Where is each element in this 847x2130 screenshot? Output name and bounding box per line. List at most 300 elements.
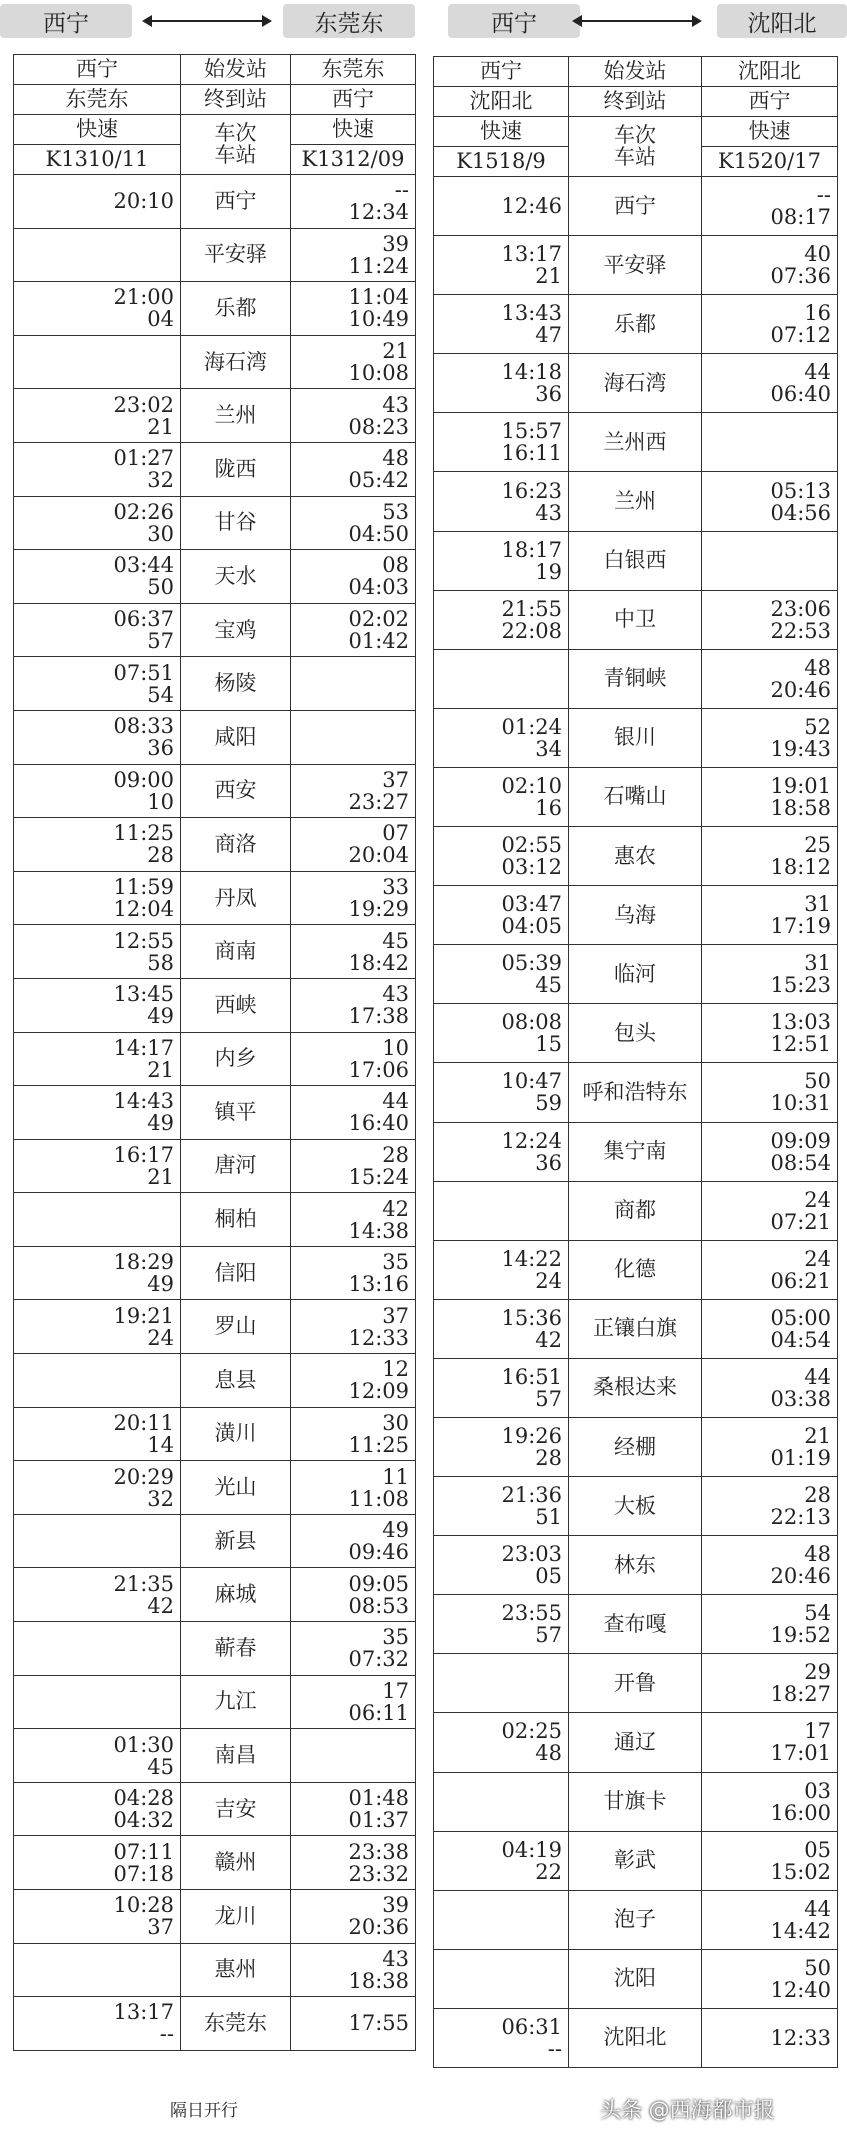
right-origin-label: 西宁 (491, 10, 537, 37)
return-time (702, 1831, 838, 1890)
table-row (434, 1417, 838, 1476)
return-time (702, 2008, 838, 2067)
outbound-time (14, 978, 181, 1032)
station-name (181, 442, 291, 496)
table-row (434, 767, 838, 826)
return-time (702, 767, 838, 826)
station-name (181, 1782, 291, 1836)
return-time (291, 282, 416, 336)
station-name (181, 1622, 291, 1676)
header-label (181, 55, 291, 85)
table-row (14, 925, 416, 979)
return-time (291, 818, 416, 872)
outbound-time (434, 531, 569, 590)
return-time-text: 23:06 22:53 (770, 596, 831, 643)
table-row (434, 1536, 838, 1595)
return-time (291, 1086, 416, 1140)
outbound-time (434, 886, 569, 945)
outbound-time (434, 1890, 569, 1949)
header-row (14, 55, 416, 85)
return-time (291, 1890, 416, 1944)
return-time (291, 1032, 416, 1086)
return-time-text: 43 18:38 (348, 1946, 409, 1993)
return-time (702, 1063, 838, 1122)
station-name-text: 开鲁 (614, 1670, 656, 1695)
table-row (14, 282, 416, 336)
outbound-time-text: 08:33 36 (113, 714, 174, 761)
station-name (181, 1193, 291, 1247)
station-name (569, 827, 702, 886)
table-row (434, 2008, 838, 2067)
return-time-text: 44 03:38 (770, 1364, 831, 1411)
outbound-time (14, 1997, 181, 2051)
station-name-text: 天水 (214, 563, 257, 588)
footnote: 隔日开行 (170, 2101, 238, 2121)
return-time-text: 44 06:40 (770, 360, 831, 407)
return-time-text: 48 20:46 (770, 655, 831, 702)
station-name (569, 708, 702, 767)
return-time (291, 1568, 416, 1622)
station-name-text: 白银西 (603, 548, 667, 573)
return-time-text: 39 20:36 (348, 1893, 409, 1940)
outbound-time (434, 1004, 569, 1063)
train-number (702, 147, 838, 177)
outbound-time-text: 14:43 49 (113, 1089, 174, 1136)
return-time-text: 31 17:19 (770, 892, 831, 939)
outbound-time (14, 1568, 181, 1622)
station-name-text: 通辽 (614, 1729, 656, 1754)
header-station-text: 西宁 (480, 59, 522, 83)
outbound-time (14, 282, 181, 336)
outbound-time (434, 827, 569, 886)
station-name-text: 西宁 (214, 188, 257, 213)
header-label-text: 终到站 (204, 87, 267, 111)
station-name-text: 新县 (214, 1528, 257, 1553)
outbound-time (434, 767, 569, 826)
return-time (702, 354, 838, 413)
station-name-text: 咸阳 (214, 724, 257, 749)
train-station-label (181, 115, 291, 175)
outbound-time (14, 1139, 181, 1193)
station-name-text: 丹凤 (214, 885, 257, 910)
return-time-text: 24 06:21 (770, 1246, 831, 1293)
station-name (569, 1713, 702, 1772)
station-name (181, 764, 291, 818)
return-time (702, 708, 838, 767)
outbound-time-text: 18:17 19 (501, 537, 562, 584)
station-name (569, 886, 702, 945)
station-name (569, 354, 702, 413)
return-time (702, 1358, 838, 1417)
station-name-text: 临河 (614, 961, 656, 986)
outbound-time (14, 550, 181, 604)
header-station-text: 东莞东 (65, 87, 129, 111)
station-name (569, 1536, 702, 1595)
table-row (14, 1729, 416, 1783)
outbound-time-text: 20:10 (113, 189, 174, 214)
station-name (569, 1654, 702, 1713)
outbound-time (14, 1407, 181, 1461)
station-name (569, 1181, 702, 1240)
return-time (702, 472, 838, 531)
return-time-text: 01:48 01:37 (348, 1786, 409, 1833)
table-row (14, 1086, 416, 1140)
station-name-text: 包头 (614, 1020, 656, 1045)
outbound-time (434, 708, 569, 767)
outbound-time (434, 1713, 569, 1772)
table-row (434, 886, 838, 945)
outbound-time (14, 1086, 181, 1140)
return-time-text: 30 11:25 (348, 1410, 409, 1457)
station-name (181, 1354, 291, 1408)
outbound-time-text: 10:28 37 (113, 1893, 174, 1940)
station-name (569, 472, 702, 531)
station-name-text: 赣州 (214, 1850, 257, 1875)
header-row (14, 85, 416, 115)
outbound-time-text: 13:43 47 (501, 301, 562, 348)
right-destination-label: 沈阳北 (747, 10, 817, 37)
outbound-time (434, 354, 569, 413)
return-time-text: 28 22:13 (770, 1483, 831, 1530)
return-time-text: 03 16:00 (770, 1778, 831, 1825)
station-name-text: 宝鸡 (214, 617, 257, 642)
outbound-time-text: 01:30 45 (113, 1732, 174, 1779)
header-station (434, 57, 569, 87)
return-time-text: 52 19:43 (770, 714, 831, 761)
outbound-time-text: 05:39 45 (501, 951, 562, 998)
return-time-text: 09:09 08:54 (770, 1128, 831, 1175)
return-time (702, 236, 838, 295)
return-time (291, 335, 416, 389)
return-time (291, 1354, 416, 1408)
station-name (569, 945, 702, 1004)
table-row (14, 818, 416, 872)
station-name-text: 镇平 (214, 1099, 257, 1124)
outbound-time (14, 1461, 181, 1515)
outbound-time (434, 472, 569, 531)
station-name-text: 平安驿 (204, 242, 267, 267)
station-name (181, 871, 291, 925)
outbound-time (14, 871, 181, 925)
return-time (702, 177, 838, 236)
outbound-time-text: 06:37 57 (113, 607, 174, 654)
table-row (14, 1675, 416, 1729)
station-name (181, 282, 291, 336)
train-type-label (291, 115, 416, 145)
table-row (14, 710, 416, 764)
station-name (569, 1004, 702, 1063)
return-time-text: 21 01:19 (770, 1424, 831, 1471)
station-name-text: 兰州 (614, 489, 656, 514)
station-name (569, 177, 702, 236)
return-time-text: 48 20:46 (770, 1542, 831, 1589)
outbound-time (434, 1181, 569, 1240)
header-label-text: 始发站 (603, 59, 667, 83)
station-name-text: 查布嘎 (603, 1611, 667, 1636)
station-name-text: 大板 (614, 1493, 656, 1518)
outbound-time-text: 21:00 04 (113, 285, 174, 332)
return-time (291, 1514, 416, 1568)
outbound-time (14, 1300, 181, 1354)
right-timetable (433, 56, 838, 2068)
outbound-time (434, 1831, 569, 1890)
station-name-text: 唐河 (214, 1153, 257, 1178)
station-name (181, 1300, 291, 1354)
station-name (181, 550, 291, 604)
outbound-time (434, 295, 569, 354)
station-name (569, 1122, 702, 1181)
return-time (702, 1713, 838, 1772)
return-time (702, 590, 838, 649)
table-row (14, 1032, 416, 1086)
outbound-time (14, 1032, 181, 1086)
station-name-text: 光山 (214, 1475, 257, 1500)
table-row (434, 1358, 838, 1417)
station-name (181, 1139, 291, 1193)
station-name-text: 正镶白旗 (593, 1316, 677, 1341)
header-station-text: 沈阳北 (469, 89, 533, 113)
outbound-time-text: 14:22 24 (501, 1246, 562, 1293)
table-row (434, 1122, 838, 1181)
table-row (434, 1654, 838, 1713)
outbound-time-text: 02:10 16 (501, 773, 562, 820)
return-time-text: -- 08:17 (770, 183, 831, 230)
return-time-text: 43 08:23 (348, 392, 409, 439)
return-time (702, 1122, 838, 1181)
outbound-time-text: 12:24 36 (501, 1128, 562, 1175)
outbound-time (14, 335, 181, 389)
train-type-label (702, 117, 838, 147)
outbound-time-text: 20:11 14 (113, 1410, 174, 1457)
station-name (569, 649, 702, 708)
return-time (702, 827, 838, 886)
outbound-time-text: 02:26 30 (113, 499, 174, 546)
return-time-text: 49 09:46 (348, 1518, 409, 1565)
outbound-time (14, 764, 181, 818)
return-time (702, 413, 838, 472)
outbound-time-text: 13:17 21 (501, 242, 562, 289)
outbound-time-text: 21:55 22:08 (501, 596, 562, 643)
return-time (291, 1300, 416, 1354)
table-row (434, 1713, 838, 1772)
table-row (434, 1299, 838, 1358)
station-name (181, 1568, 291, 1622)
header-station (702, 87, 838, 117)
return-time (291, 764, 416, 818)
return-time-text: 37 12:33 (348, 1303, 409, 1350)
outbound-time (434, 1122, 569, 1181)
outbound-time (434, 1417, 569, 1476)
return-time-text: 17:55 (348, 2011, 409, 2036)
outbound-time-text: 08:08 15 (501, 1010, 562, 1057)
outbound-time (14, 175, 181, 229)
station-name-text: 海石湾 (603, 370, 667, 395)
outbound-time-text: 23:02 21 (113, 392, 174, 439)
station-name-text: 麻城 (214, 1582, 257, 1607)
table-row (434, 413, 838, 472)
station-name (181, 603, 291, 657)
station-name-text: 吉安 (214, 1796, 257, 1821)
outbound-time (434, 1595, 569, 1654)
return-time (702, 1004, 838, 1063)
station-name-text: 经棚 (614, 1434, 656, 1459)
left-origin-pill (0, 4, 132, 38)
outbound-time (14, 603, 181, 657)
return-time-text: 43 17:38 (348, 982, 409, 1029)
train-number-text: K1312/09 (301, 147, 405, 171)
return-time-text: 10 17:06 (348, 1035, 409, 1082)
station-name (569, 531, 702, 590)
outbound-time-text: 23:55 57 (501, 1601, 562, 1648)
return-time (291, 1997, 416, 2051)
return-time (702, 649, 838, 708)
station-name (181, 1943, 291, 1997)
station-name-text: 西峡 (214, 992, 257, 1017)
return-time-text: 11:04 10:49 (348, 285, 409, 332)
return-time (291, 1675, 416, 1729)
station-name (181, 1032, 291, 1086)
table-row (434, 1595, 838, 1654)
header-station-text: 西宁 (748, 89, 791, 113)
return-time-text: -- 12:34 (348, 178, 409, 225)
table-row (14, 603, 416, 657)
return-time (291, 1782, 416, 1836)
outbound-time-text: 16:51 57 (501, 1364, 562, 1411)
station-name (181, 1890, 291, 1944)
outbound-time (434, 1654, 569, 1713)
station-name-text: 南昌 (214, 1743, 257, 1768)
return-time (702, 295, 838, 354)
return-time-text: 05:00 04:54 (770, 1305, 831, 1352)
left-direction-arrow-icon (152, 20, 262, 22)
station-name-text: 甘旗卡 (603, 1789, 667, 1814)
header-station (291, 85, 416, 115)
return-time-text: 12:33 (770, 2025, 831, 2050)
table-row (14, 871, 416, 925)
outbound-time-text: 06:31 -- (501, 2014, 562, 2061)
station-name-text: 商南 (214, 939, 257, 964)
table-row (434, 1004, 838, 1063)
station-name (569, 590, 702, 649)
table-row (434, 1181, 838, 1240)
outbound-time-text: 11:59 12:04 (113, 875, 174, 922)
outbound-time (434, 945, 569, 1004)
station-name (569, 1595, 702, 1654)
outbound-time-text: 16:23 43 (501, 478, 562, 525)
station-name-text: 集宁南 (603, 1139, 667, 1164)
station-name (181, 1086, 291, 1140)
outbound-time (14, 1782, 181, 1836)
station-name-text: 青铜峡 (603, 666, 667, 691)
table-row (14, 1407, 416, 1461)
return-time (291, 1461, 416, 1515)
header-label (569, 87, 702, 117)
station-name-text: 沈阳北 (603, 2025, 667, 2050)
return-time (702, 1536, 838, 1595)
return-time-text: 17 17:01 (770, 1719, 831, 1766)
outbound-time-text: 23:03 05 (501, 1542, 562, 1589)
table-row (14, 1836, 416, 1890)
table-row (14, 978, 416, 1032)
outbound-time (14, 1246, 181, 1300)
station-name (181, 1514, 291, 1568)
station-name-text: 乐都 (614, 311, 656, 336)
station-name (569, 1949, 702, 2008)
outbound-time (14, 818, 181, 872)
train-type-label-text: 快速 (748, 119, 791, 143)
return-time-text: 48 05:42 (348, 446, 409, 493)
table-row (434, 1477, 838, 1536)
left-origin-label: 西宁 (43, 10, 89, 37)
station-name-text: 息县 (214, 1367, 257, 1392)
train-station-label-text: 车次 车站 (214, 120, 257, 167)
station-name (569, 236, 702, 295)
table-row (434, 531, 838, 590)
outbound-time-text: 09:00 10 (113, 767, 174, 814)
station-name (569, 767, 702, 826)
table-row (434, 827, 838, 886)
station-name-text: 银川 (614, 725, 656, 750)
station-name (569, 1477, 702, 1536)
return-time-text: 05:13 04:56 (770, 478, 831, 525)
outbound-time-text: 16:17 21 (113, 1142, 174, 1189)
right-destination-pill (717, 4, 847, 38)
return-time-text: 11 11:08 (348, 1464, 409, 1511)
return-time (702, 1654, 838, 1713)
return-time-text: 50 10:31 (770, 1069, 831, 1116)
header-station-text: 东莞东 (321, 57, 385, 81)
table-row (14, 550, 416, 604)
station-name (569, 413, 702, 472)
header-station (434, 87, 569, 117)
station-name (181, 657, 291, 711)
train-number-text: K1520/17 (718, 149, 821, 173)
watermark: 头条 @西海都市报 (600, 2098, 775, 2122)
return-time (291, 442, 416, 496)
return-time (291, 657, 416, 711)
train-type-label-text: 快速 (76, 117, 118, 141)
table-row (14, 1354, 416, 1408)
return-time-text: 24 07:21 (770, 1187, 831, 1234)
return-time (291, 228, 416, 282)
header-label-text: 终到站 (603, 89, 667, 113)
outbound-time-text: 21:35 42 (113, 1571, 174, 1618)
header-station-text: 沈阳北 (738, 59, 801, 83)
station-name-text: 潢川 (214, 1421, 257, 1446)
outbound-time-text: 14:18 36 (501, 360, 562, 407)
station-name-text: 泡子 (614, 1907, 656, 1932)
station-name-text: 呼和浩特东 (582, 1079, 688, 1104)
table-row (434, 1949, 838, 2008)
table-row (14, 1943, 416, 1997)
return-time-text: 25 18:12 (770, 833, 831, 880)
outbound-time-text: 01:24 34 (501, 714, 562, 761)
outbound-time-text: 12:55 58 (113, 928, 174, 975)
outbound-time (434, 1949, 569, 2008)
outbound-time-text: 13:17 -- (113, 2000, 174, 2047)
train-number (291, 145, 416, 175)
station-name-text: 内乡 (214, 1046, 257, 1071)
station-name (569, 1063, 702, 1122)
table-row (434, 354, 838, 413)
return-time-text: 17 06:11 (348, 1678, 409, 1725)
left-destination-label: 东莞东 (314, 10, 384, 37)
table-row (434, 472, 838, 531)
outbound-time (434, 236, 569, 295)
outbound-time-text: 02:25 48 (501, 1719, 562, 1766)
outbound-time (434, 177, 569, 236)
train-station-label (569, 117, 702, 177)
